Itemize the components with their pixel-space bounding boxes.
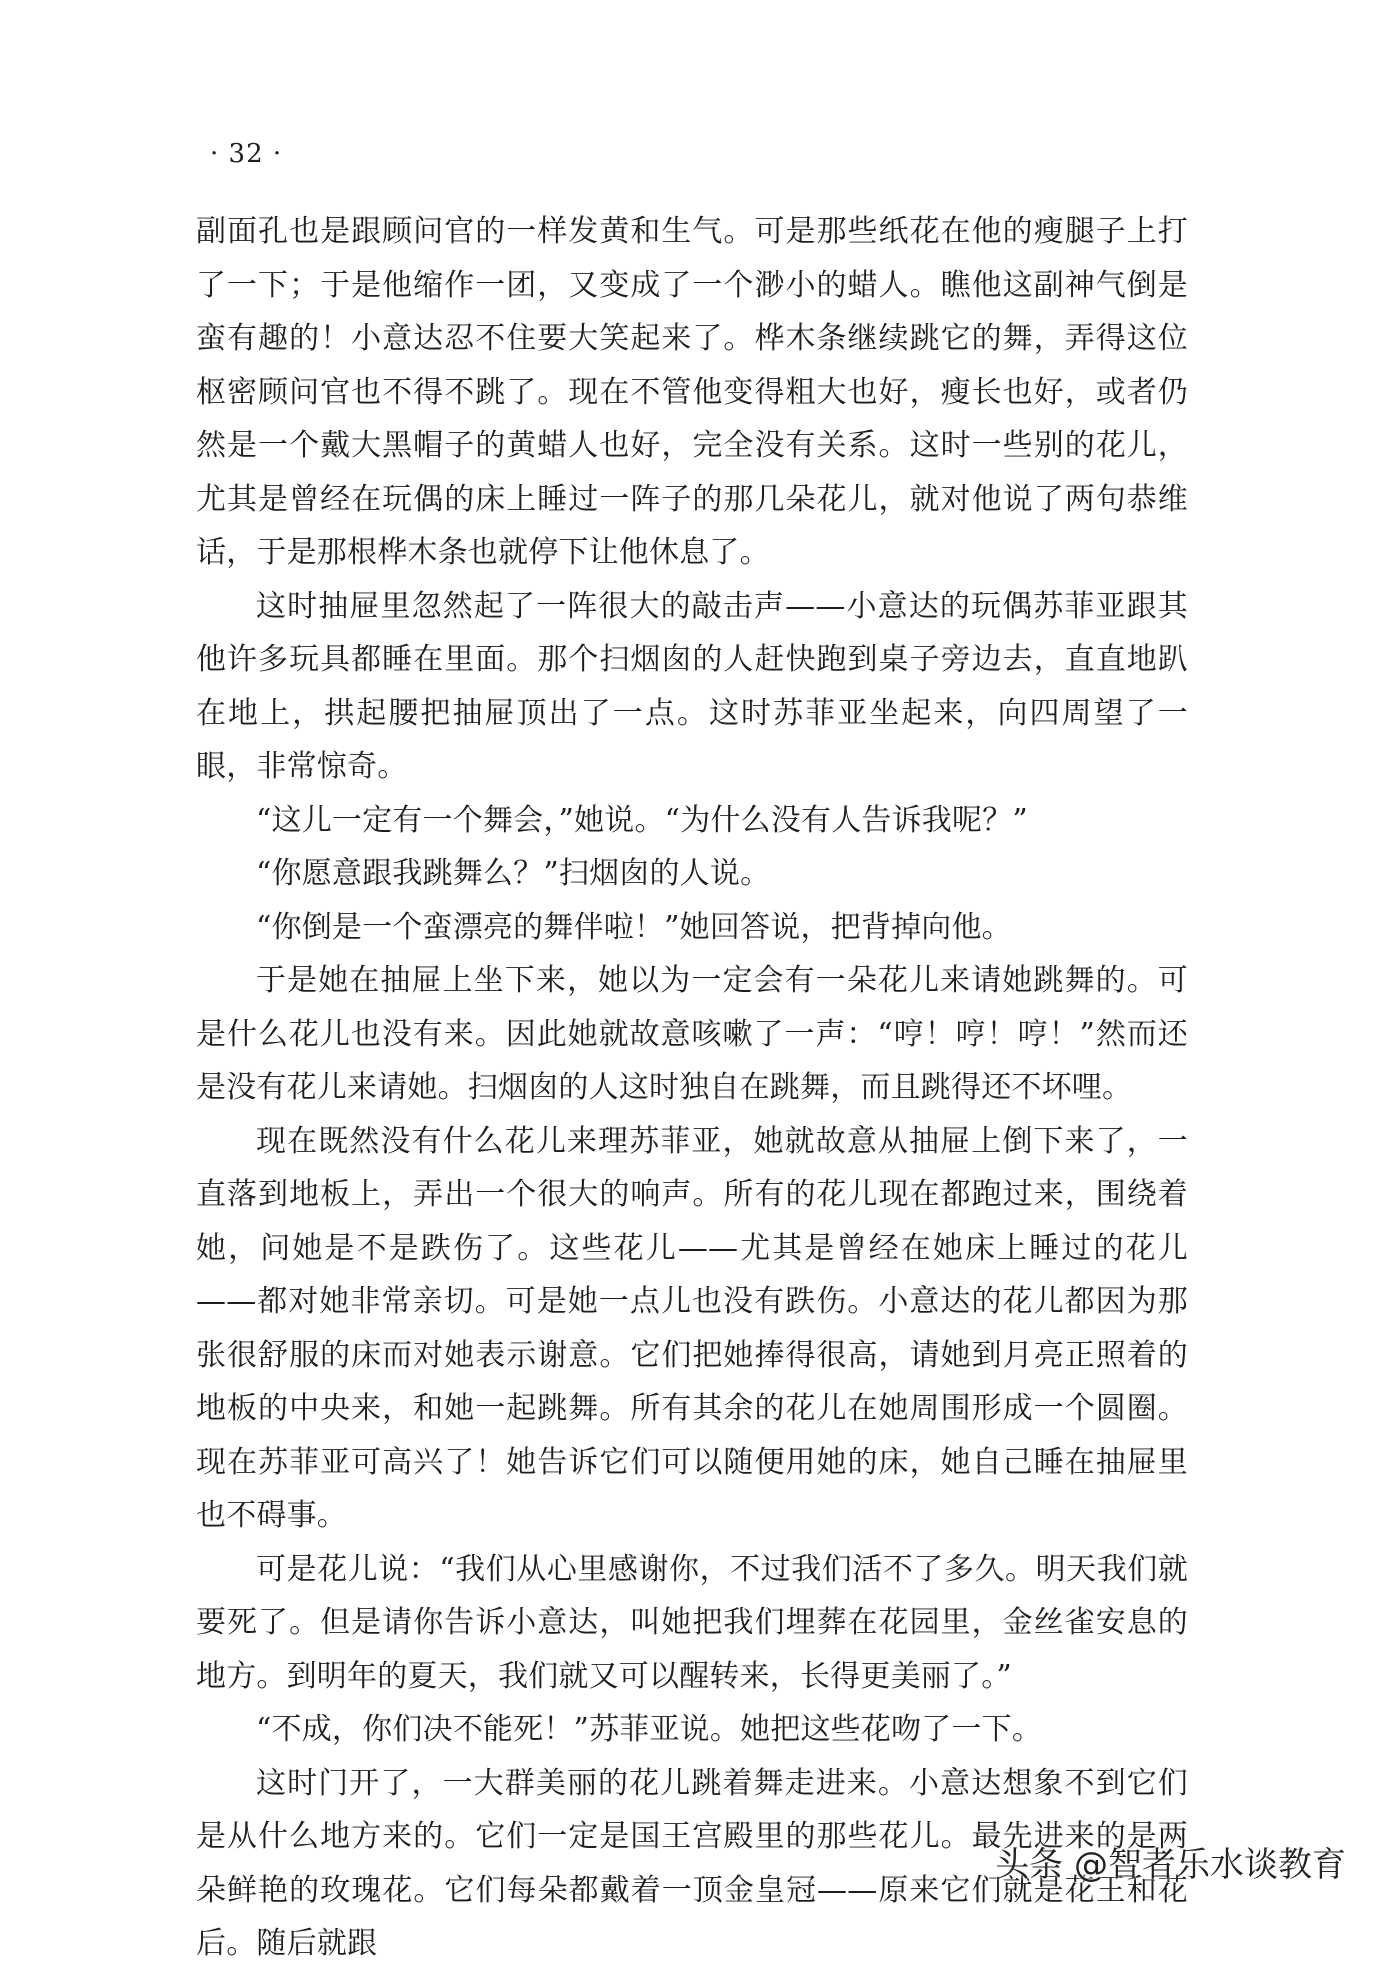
- paragraph: 这时门开了，一大群美丽的花儿跳着舞走进来。小意达想象不到它们是从什么地方来的。它们一定是国王宫殿里的那些花儿。最先进来的是两朵鲜艳的玫瑰花。它们每朵都戴着一顶金皇冠——原来它们就是花王和花后。随后就跟: [196, 1765, 1188, 1961]
- page-number: · 32 ·: [210, 139, 283, 169]
- paragraph-continued: 副面孔也是跟顾问官的一样发黄和生气。可是那些纸花在他的瘦腿子上打了一下；于是他缩作一团，又变成了一个渺小的蜡人。瞧他这副神气倒是蛮有趣的！小意达忍不住要大笑起来了。桦木条继续跳它的舞，弄得这位枢密顾问官也不得不跳了。现在不管他变得粗大也好，瘦长也好，或者仍然是一个戴大黑帽子的黄蜡人也好，完全没有关系。这时一些别的花儿，尤其是曾经在玩偶的床上睡过一阵子的那几朵花儿，就对他说了两句恭维话，于是那根桦木条也就停下让他休息了。: [196, 214, 1188, 570]
- watermark: 头条 @智者乐水谈教育: [995, 1845, 1346, 1885]
- paragraph: 现在既然没有什么花儿来理苏菲亚，她就故意从抽屉上倒下来了，一直落到地板上，弄出一个很大的响声。所有的花儿现在都跑过来，围绕着她，问她是不是跌伤了。这些花儿——尤其是曾经在她床上睡过的花儿——都对她非常亲切。可是她一点儿也没有跌伤。小意达的花儿都因为那张很舒服的床而对她表示谢意。它们把她捧得很高，请她到月亮正照着的地板的中央来，和她一起跳舞。所有其余的花儿在她周围形成一个圆圈。现在苏菲亚可高兴了！她告诉它们可以随便用她的床，她自己睡在抽屉里也不碍事。: [196, 1123, 1188, 1533]
- paragraph-dialogue: “你倒是一个蛮漂亮的舞伴啦！”她回答说，把背掉向他。: [256, 909, 1012, 945]
- paragraph: 于是她在抽屉上坐下来，她以为一定会有一朵花儿来请她跳舞的。可是什么花儿也没有来。因此她就故意咳嗽了一声：“哼！哼！哼！”然而还是没有花儿来请她。扫烟囱的人这时独自在跳舞，而且跳得还不坏哩。: [196, 963, 1188, 1105]
- paragraph: 这时抽屉里忽然起了一阵很大的敲击声——小意达的玩偶苏菲亚跟其他许多玩具都睡在里面。那个扫烟囱的人赶快跑到桌子旁边去，直直地趴在地上，拱起腰把抽屉顶出了一点。这时苏菲亚坐起来，向四周望了一眼，非常惊奇。: [196, 588, 1188, 784]
- paragraph-dialogue: “这儿一定有一个舞会，”她说。“为什么没有人告诉我呢？”: [256, 802, 1028, 838]
- text-body: [196, 205, 1188, 1971]
- paragraph: 可是花儿说：“我们从心里感谢你，不过我们活不了多久。明天我们就要死了。但是请你告诉小意达，叫她把我们埋葬在花园里，金丝雀安息的地方。到明年的夏天，我们就又可以醒转来，长得更美丽了。”: [196, 1551, 1188, 1694]
- paragraph-dialogue: “你愿意跟我跳舞么？”扫烟囱的人说。: [256, 856, 771, 891]
- paragraph-dialogue: “不成，你们决不能死！”苏菲亚说。她把这些花吻了一下。: [256, 1712, 1043, 1747]
